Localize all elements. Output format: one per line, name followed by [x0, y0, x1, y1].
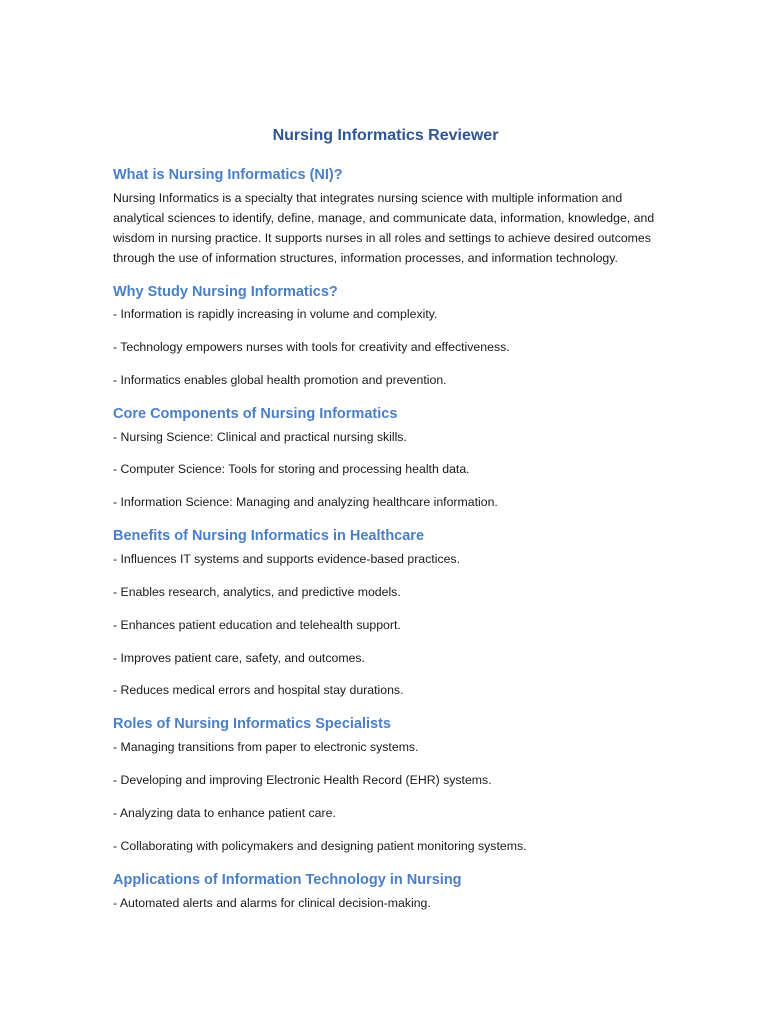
section-heading: Benefits of Nursing Informatics in Healthcare: [113, 528, 425, 545]
list-item: - Managing transitions from paper to electronic systems.: [113, 740, 419, 755]
list-item: - Information Science: Managing and analyzing healthcare information.: [113, 495, 498, 510]
section-paragraph: Nursing Informatics is a specialty that integrates nursing science with multiple information and analytical sciences to identify, define, manage, and communicate data, information, knowledge, and wisdom in nursing practice. It supports nurses in all roles and settings to achieve desired outcomes through the use of information structures, information processes, and information technology.: [113, 191, 655, 265]
section-applications: [113, 870, 658, 913]
section-heading: Roles of Nursing Informatics Specialists: [113, 716, 391, 733]
section-benefits: [113, 526, 658, 700]
section-heading: Core Components of Nursing Informatics: [113, 405, 398, 422]
list-item: - Informatics enables global health promotion and prevention.: [113, 372, 447, 387]
list-item: - Collaborating with policymakers and designing patient monitoring systems.: [113, 838, 527, 853]
list-item: - Improves patient care, safety, and outcomes.: [113, 650, 365, 665]
section-heading: What is Nursing Informatics (NI)?: [113, 167, 343, 183]
list-item: - Information is rapidly increasing in volume and complexity.: [113, 307, 438, 321]
list-item: - Automated alerts and alarms for clinical decision-making.: [113, 895, 431, 910]
section-what-is-ni: [113, 165, 658, 268]
list-item: - Technology empowers nurses with tools for creativity and effectiveness.: [113, 339, 510, 354]
list-item: - Developing and improving Electronic Health Record (EHR) systems.: [113, 773, 492, 788]
section-core-components: [113, 404, 658, 513]
list-item: - Reduces medical errors and hospital stay durations.: [113, 683, 404, 698]
section-heading: Applications of Information Technology in Nursing: [113, 871, 462, 888]
list-item: - Enhances patient education and telehealth support.: [113, 617, 401, 632]
section-roles: [113, 714, 658, 855]
list-item: - Influences IT systems and supports evidence-based practices.: [113, 552, 460, 567]
section-heading: Why Study Nursing Informatics?: [113, 284, 338, 300]
list-item: - Nursing Science: Clinical and practical nursing skills.: [113, 429, 407, 444]
list-item: - Enables research, analytics, and predictive models.: [113, 584, 401, 599]
list-item: - Computer Science: Tools for storing and processing health data.: [113, 462, 470, 477]
list-item: - Analyzing data to enhance patient care.: [113, 805, 336, 820]
section-why-study: [113, 282, 658, 390]
page-title: Nursing Informatics Reviewer: [272, 127, 499, 144]
